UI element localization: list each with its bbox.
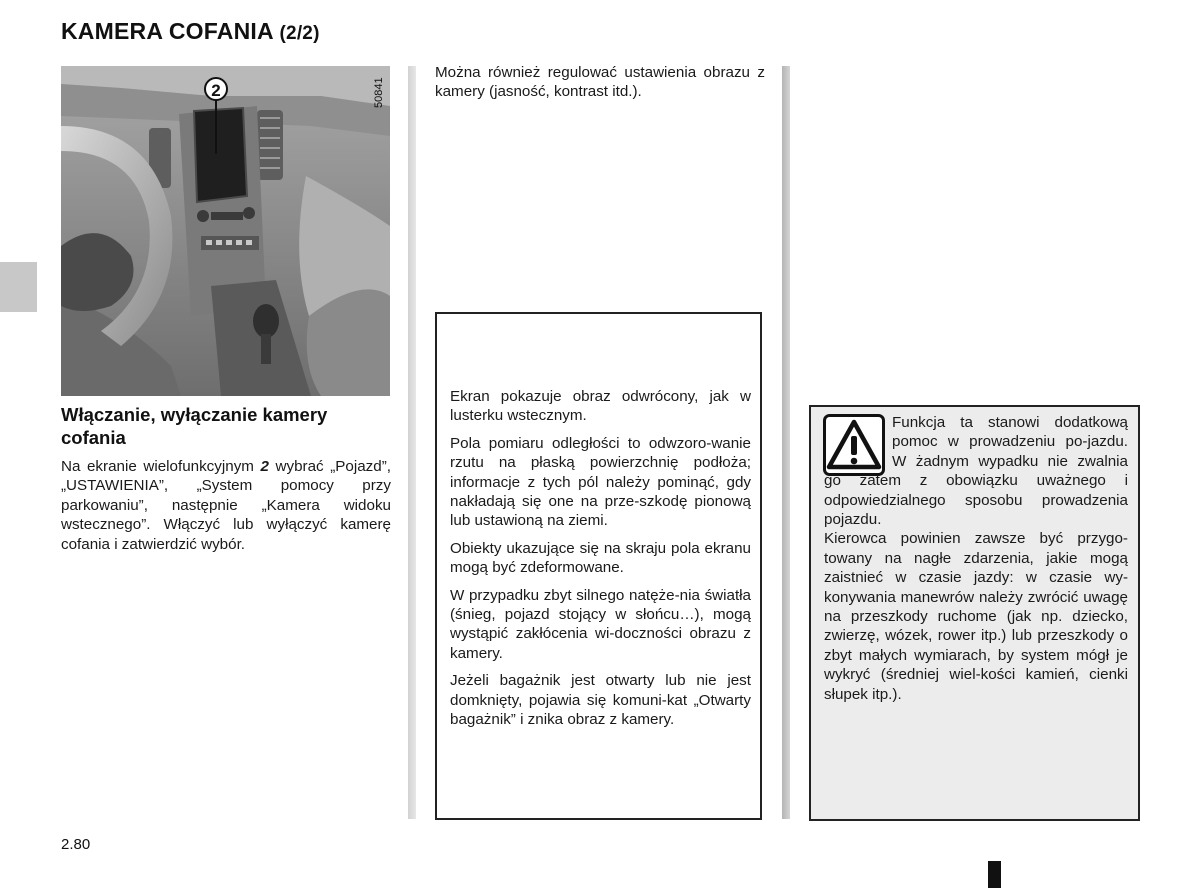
dashboard-illustration [61, 66, 390, 396]
page-title [61, 18, 320, 45]
note-paragraph: Pola pomiaru odległości to odwzoro-wanie rzutu na płaską powierzchnię podłoża; informacje z tych pól należy pominąć, gdy nakładają się one na prze-szkodę pionową lub ustawioną na ziemi. [450, 434, 751, 530]
note-paragraph: Ekran pokazuje obraz odwrócony, jak w lusterku wstecznym. [450, 388, 751, 425]
note-content [450, 387, 751, 738]
figure-reference-code: 50841 [373, 77, 385, 109]
page-title-part: (2/2) [279, 23, 320, 44]
page-number: 2.80 [61, 836, 91, 853]
note-paragraph: Jeżeli bagażnik jest otwarty lub nie jest domknięty, pojawia się komuni-kat „Otwarty bagażnik” i znika obraz z kamery. [450, 672, 751, 729]
callout-2-label: 2 [211, 81, 221, 100]
note-paragraph: Obiekty ukazujące się na skraju pola ekranu mogą być zdeformowane. [450, 539, 751, 577]
page-title-text: KAMERA COFANIA [61, 18, 273, 44]
image-settings-paragraph: Można również regulować ustawienia obrazu z kamery (jasność, kontrast itd.). [435, 64, 765, 101]
note-paragraph: W przypadku zbyt silnego natęże-nia światła (śnieg, pojazd stojący w słońcu…), mogą wystąpić zakłócenia wi-doczności obrazu z kamery. [450, 586, 751, 662]
screen-ref-number: 2 [260, 458, 269, 475]
column-divider-left [408, 66, 416, 819]
chapter-tab [0, 262, 37, 312]
section-heading: Włączanie, wyłączanie kamery cofania [61, 404, 328, 448]
warning-text: Funkcja ta stanowi dodatkową pomoc w prowadzeniu po-jazdu. W żadnym wypadku nie zwalnia go zatem z obowiązku uważnego i odpowiedzialnego sposobu prowadzenia pojazdu. Kierowca powinien zawsze być przygo-towany na nagłe zdarzenia, jakie mogą zaistnieć w czasie jazdy: w czasie wy-konywania manewrów należy zwrócić uwagę na przeszkody ruchome (jak np. dziecko, zwierzę, wózek, rower itp.) lub przeszkody o zbyt małych wymiarach, by system mógł je wykryć (średniej wiel-kości kamień, cienki słupek itp.). [824, 414, 1128, 703]
section-paragraph: Na ekranie wielofunkcyjnym 2 wybrać „Pojazd”, „USTAWIENIA”, „System pomocy przy parkowaniu”, następnie „Kamera widoku wstecznego”. Włączyć lub wyłączyć kamerę cofania i zatwierdzić wybór. [61, 458, 391, 553]
page-corner-mark [988, 861, 1001, 888]
column-divider-right [782, 66, 790, 819]
note-box [435, 312, 762, 820]
warning-box [809, 405, 1140, 821]
